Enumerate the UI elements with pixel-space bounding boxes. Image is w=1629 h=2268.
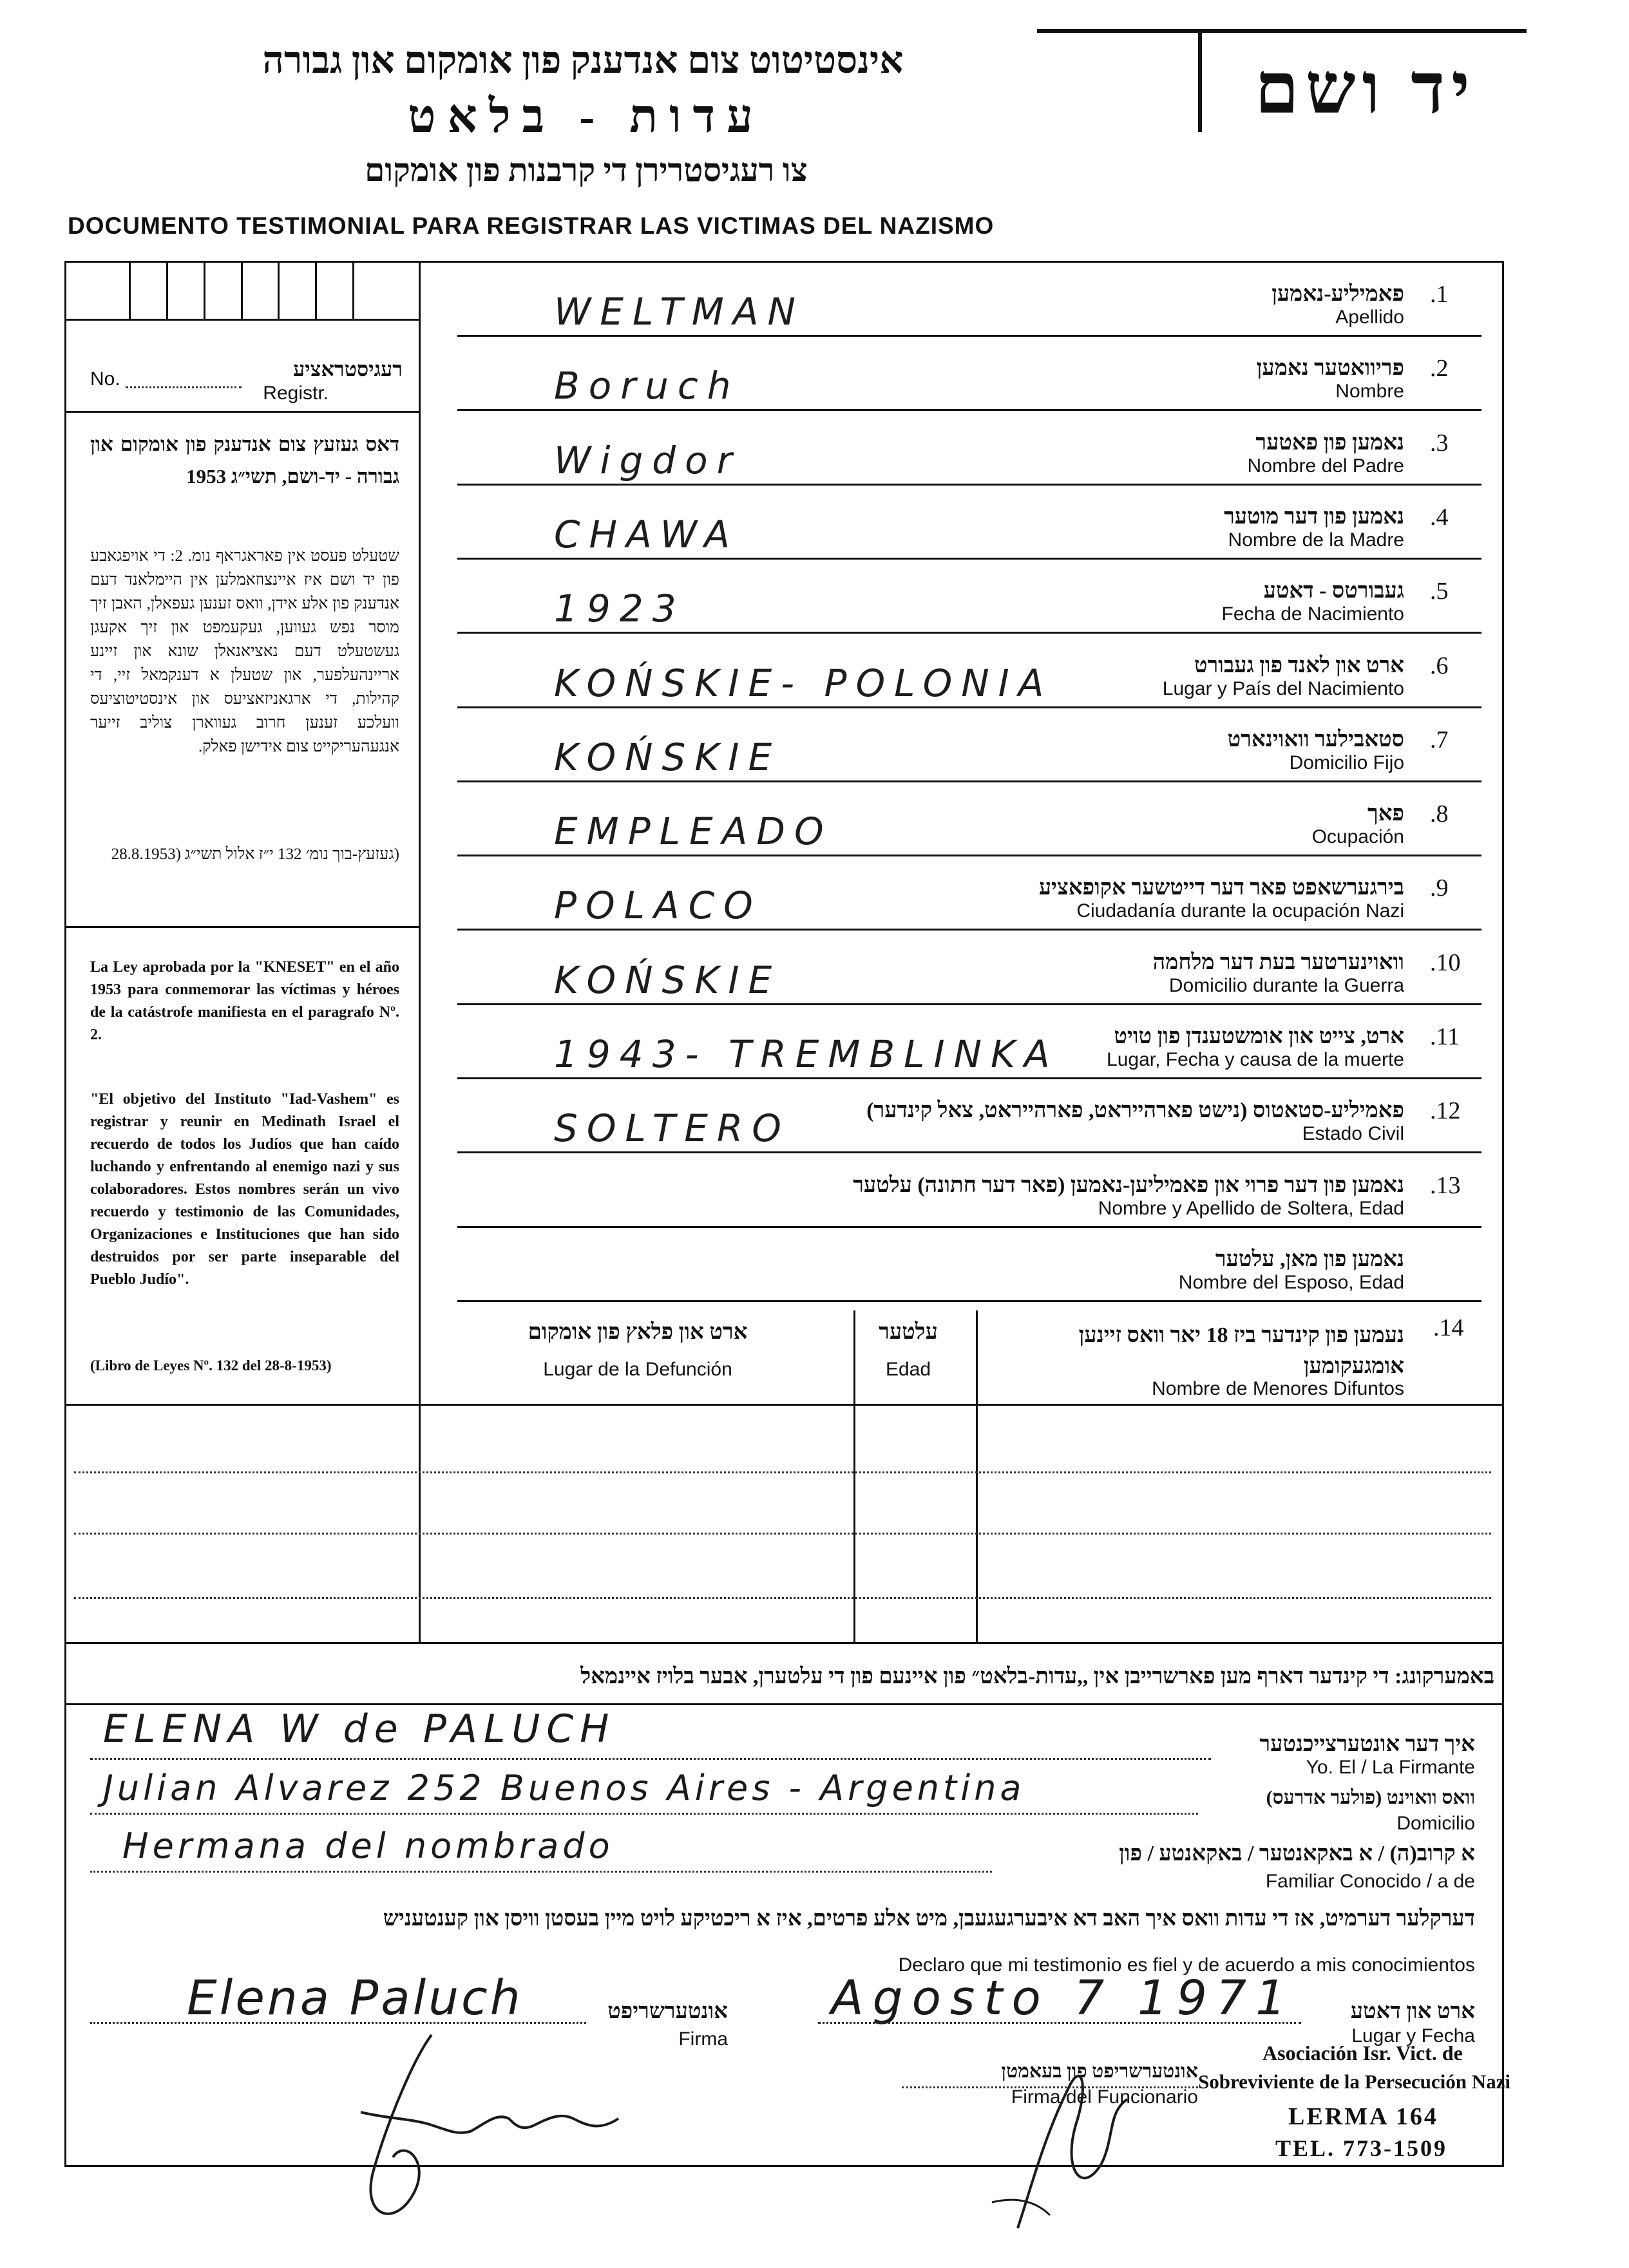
stamp-line-1: Asociación Isr. Vict. de: [1262, 2041, 1463, 2065]
minors-table-bottom: [64, 1642, 1504, 1644]
field-label-es: Ciudadanía durante la ocupación Nazi: [1076, 900, 1404, 921]
field-label-he: וואוינערטער בעת דער מלחמה: [1152, 950, 1404, 974]
field-label-he: געבורטס - דאטע: [1263, 579, 1404, 603]
stamp-line-4: TEL. 773-1509: [1275, 2135, 1448, 2161]
logo-text: יד ושם: [1255, 50, 1476, 128]
field-number: .1: [1430, 281, 1449, 308]
registry-hebrew-label: רעגיסטראציע: [293, 357, 403, 381]
field-label-he: סטאבילער וואוינארט: [1227, 728, 1404, 751]
field-value: WELTMAN: [554, 290, 805, 334]
sidebar-law-citation: (Libro de Leyes Nº. 132 del 28-8-1953): [90, 1357, 332, 1374]
field-value: 1923: [554, 587, 685, 630]
declaration-he: דערקלער דערמיט, אז די עדות וואס איך האב דא איבערגעגעבן, מיט אלע פרטים, איז א ריכטיקע לויט מיין בעסטן וויסן און קענטעניש: [383, 1907, 1475, 1931]
familiar-value: Hermana del nombrado: [122, 1826, 614, 1866]
field-number: .11: [1430, 1023, 1460, 1050]
witness-signature-scribble: [335, 2022, 696, 2241]
header-hebrew-line1: אינסטיטוט צום אנדענק פון אומקום און גבורה: [262, 39, 904, 81]
lugar-fecha-value: Agosto 7 1971: [831, 1970, 1295, 2026]
field-underline: [457, 1077, 1481, 1079]
firmante-label-es: Yo. El / La Firmante: [1306, 1757, 1475, 1778]
field-label-es: Apellido: [1335, 307, 1404, 328]
field-underline: [457, 558, 1481, 560]
field-value: EMPLEADO: [554, 809, 833, 853]
minors-col-name-divider: [976, 1310, 978, 1642]
stamp-line-3: LERMA 164: [1288, 2103, 1438, 2130]
note-bottom: [64, 1703, 1504, 1705]
field-label-he: פריוואטער נאמען: [1256, 356, 1404, 380]
field-underline: [457, 929, 1481, 931]
domicilio-label-he: וואס וואוינט (פולער אדרעס): [1266, 1787, 1475, 1808]
sidebar-objective-spanish: "El objetivo del Instituto "Iad-Vashem" es registrar y reunir en Medinath Israel el recuerdo de todos los Judíos que han caído luchando y enfrentando al enemigo nazi y sus colaboradores. Estos nombres serán un vivo recuerdo y testimonio de las Comunidades, Organizaciones e Instituciones que han sido destruidos por ser parte inseparable del Pueblo Judío".: [90, 1091, 399, 1288]
field-label-es: Estado Civil: [1302, 1123, 1404, 1144]
sidebar-divider: [419, 261, 421, 1404]
domicilio-value: Julian Alvarez 252 Buenos Aires - Argentina: [103, 1768, 1025, 1808]
field-label-he: פאמיליע-סטאטוס (נישט פארהייראט, פארהייראט, צאל קינדער): [866, 1099, 1404, 1122]
field-value: KOŃSKIE: [554, 958, 781, 1002]
field-label-he: נאמען פון דער מוטער: [1224, 505, 1404, 529]
sidebar-law-ref: (געזעץ-בוך נומ׳ 132 י״ז אלול תשי״ג (28.8.1953: [111, 846, 399, 863]
registry-boxes: [93, 261, 390, 319]
familiar-label-es: Familiar Conocido / a de: [1265, 1871, 1475, 1892]
field-14-number: .14: [1433, 1314, 1464, 1341]
children-note: באמערקונג: די קינדער דארף מען פארשרייבן אין ,,עדות-בלאט״ פון איינעם פון די עלטערן, אבער בלויז איינמאל: [580, 1665, 1494, 1688]
field-value: Boruch: [554, 364, 740, 408]
field-underline: [457, 1300, 1481, 1302]
field-label-es: Nombre y Apellido de Soltera, Edad: [1098, 1198, 1404, 1219]
header-hebrew-line3: צו רעגיסטרירן די קרבנות פון אומקום: [365, 152, 808, 188]
field-underline: [457, 780, 1481, 782]
field-label-es: Nombre: [1335, 381, 1404, 402]
field-label-he: ארט און לאנד פון געבורט: [1194, 654, 1404, 677]
field-label-he: נאמען פון דער פרוי און פאמיליען-נאמען (פאר דער חתונה) עלטער: [853, 1173, 1404, 1197]
field-label-he: פאך: [1367, 802, 1404, 826]
registry-box-bottom: [64, 319, 419, 321]
field-underline: [457, 484, 1481, 486]
field-label-es: Domicilio Fijo: [1289, 752, 1404, 773]
domicilio-label-es: Domicilio: [1396, 1813, 1475, 1834]
minors-age-label-he: עלטער: [879, 1320, 938, 1344]
registry-separator: [64, 411, 419, 413]
official-signature-scribble: [979, 2048, 1159, 2241]
domicilio-line: [90, 1813, 1198, 1815]
field-label-es: Domicilio durante la Guerra: [1168, 975, 1404, 996]
field-value: 1943- TREMBLINKA: [554, 1032, 1059, 1076]
registry-spanish-label: Registr.: [263, 383, 329, 404]
field-label-es: Nombre de la Madre: [1228, 529, 1404, 551]
lugar-fecha-label-he: ארט און דאטע: [1350, 1999, 1475, 2023]
firmante-value: ELENA W de PALUCH: [103, 1706, 616, 1752]
firma-label-he: אונטערשריפט: [607, 1999, 728, 2023]
sidebar-law-text: שטעלט פעסט אין פאראגראף נומ. 2: די אויפגאבע פון יד ושם איז איינצוזאמלען אין היימלאנד דעם אנדענק פון אלע אידן, וואס זענען געפאלן, האבן זיך מוסר נפש געווען, געקעמפט און זיך אקעגן געשטעלט דעם נאציאנאלן שונא און זיינע אריינהעלפער, און שטעלן א דענקמאל זיי, די קהילות, די ארגאניזאציעס און אינסטיטוציעס וועלכע זענען חרוב געווארן צוליב זייער אנגעהעריקייט צום אידישן פאלק.: [90, 547, 399, 755]
stamp-line-2: Sobreviviente de la Persecución Nazi: [1198, 2070, 1511, 2093]
field-label-es: Lugar y País del Nacimiento: [1162, 678, 1404, 699]
field-label-he: פאמיליע-נאמען: [1272, 282, 1404, 306]
field-value: KOŃSKIE: [554, 735, 781, 779]
field-number: .7: [1430, 726, 1449, 753]
field-underline: [457, 855, 1481, 856]
minors-col-age-divider: [853, 1310, 855, 1642]
field-value: POLACO: [554, 884, 762, 927]
registry-no-line: [126, 386, 242, 388]
funcionario-label-he: אונטערשריפט פון בעאמטן: [1001, 2061, 1198, 2082]
field-number: .5: [1430, 578, 1449, 605]
field-number: .8: [1430, 800, 1449, 827]
familiar-label-he: א קרוב(ה) / א באקאנטער / באקאנטע / פון: [1119, 1842, 1475, 1866]
field-number: .4: [1430, 504, 1449, 531]
field-number: .3: [1430, 430, 1449, 457]
minors-name-label-he: נעמען פון קינדער ביז 18 יאר וואס זיינען אומגעקומען: [1078, 1323, 1404, 1378]
minors-row-3: [74, 1597, 1491, 1599]
field-underline: [457, 335, 1481, 337]
field-label-he: נאמען פון פאטער: [1255, 431, 1404, 455]
field-number: .12: [1430, 1097, 1461, 1124]
field-label-es: Nombre del Padre: [1247, 455, 1404, 477]
firmante-line: [90, 1758, 1211, 1760]
field-value: Wigdor: [554, 439, 741, 482]
minors-row-1: [74, 1471, 1491, 1473]
field-label-he: ארט, צייט און אומשטענדן פון טויט: [1114, 1025, 1404, 1048]
yad-vashem-logo: [1037, 26, 1527, 135]
firma-value: Elena Paluch: [187, 1970, 523, 2026]
minors-header-bottom: [64, 1404, 1504, 1406]
field-value: SOLTERO: [554, 1106, 790, 1150]
lugar-fecha-label-es: Lugar y Fecha: [1351, 2025, 1475, 2046]
field-number: .6: [1430, 652, 1449, 679]
firmante-label-he: איך דער אונטערצייכנטער: [1259, 1732, 1475, 1756]
declaration-es: Declaro que mi testimonio es fiel y de acuerdo a mis conocimientos: [898, 1954, 1475, 1976]
field-underline: [457, 409, 1481, 411]
sidebar-law-spanish: La Ley aprobada por la "KNESET" en el año 1953 para conmemorar las víctimas y héroes de la catástrofe manifiesta en el paragrafo Nº. 2.: [90, 959, 399, 1043]
field-number: .2: [1430, 355, 1449, 382]
field-underline: [457, 706, 1481, 708]
header-title-spanish: DOCUMENTO TESTIMONIAL PARA REGISTRAR LAS VICTIMAS DEL NAZISMO: [68, 213, 995, 239]
field-number: .13: [1430, 1172, 1461, 1199]
minors-age-label-es: Edad: [885, 1359, 931, 1380]
field-label-he: בירגערשאפט פאר דער דייטשער אקופאציע: [1038, 876, 1404, 900]
field-underline: [457, 1003, 1481, 1005]
field-value: CHAWA: [554, 513, 739, 556]
field-underline: [457, 632, 1481, 634]
field-label-es: Fecha de Nacimiento: [1221, 603, 1404, 625]
field-label-es: Ocupación: [1311, 826, 1404, 847]
field-number: .10: [1430, 949, 1461, 976]
association-stamp: [1198, 2041, 1585, 2170]
field-value: KOŃSKIE- POLONIA: [554, 661, 1053, 705]
registry-no-label: No.: [90, 368, 120, 390]
minors-place-label-he: ארט און פלאץ פון אומקום: [528, 1320, 748, 1344]
lugar-fecha-line: [818, 2022, 1301, 2024]
familiar-line: [90, 1871, 992, 1873]
sidebar-law-title: דאס געזעץ צום אנדענק פון אומקום און גבורה - יד-ושם, תשי״ג 1953: [90, 433, 399, 487]
field-label-he: נאמען פון מאן, עלטער: [1215, 1247, 1404, 1271]
minors-col-left-divider: [419, 1404, 421, 1642]
field-underline: [457, 1151, 1481, 1153]
header-hebrew-line2: עדות - בלאט: [408, 91, 765, 142]
field-number: .9: [1430, 874, 1449, 902]
field-underline: [457, 1226, 1481, 1228]
field-label-es: Nombre del Esposo, Edad: [1178, 1272, 1404, 1293]
funcionario-label-es: Firma del Funcionario: [1011, 2086, 1198, 2108]
firma-label-es: Firma: [678, 2028, 728, 2050]
minors-row-2: [74, 1533, 1491, 1535]
field-label-es: Lugar, Fecha y causa de la muerte: [1107, 1049, 1404, 1070]
sidebar-separator: [64, 926, 419, 928]
minors-name-label-es: Nombre de Menores Difuntos: [1152, 1378, 1404, 1399]
minors-place-label-es: Lugar de la Defunción: [543, 1359, 732, 1380]
